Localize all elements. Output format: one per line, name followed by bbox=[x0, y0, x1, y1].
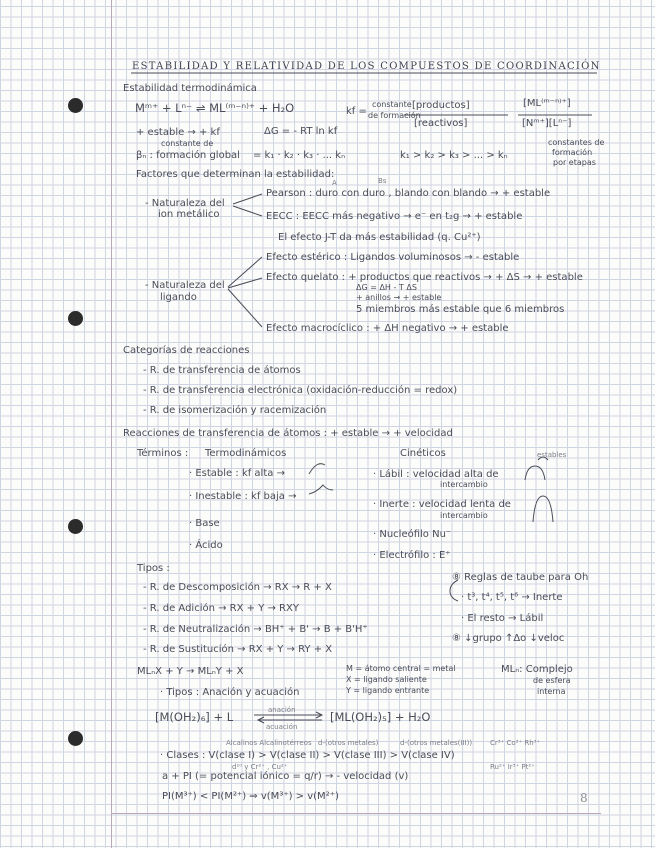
page-title: ESTABILIDAD Y RELATIVIDAD DE LOS COMPUESTOS DE COORDINACIÓN bbox=[132, 61, 601, 72]
taube-rule-group: ⑧ ↓grupo ↑Δo ↓veloc bbox=[452, 633, 565, 644]
macrocyclic-effect: Efecto macrocíclico : + ΔH negativo → + estable bbox=[266, 323, 509, 334]
type-neutralization: - R. de Neutralización → BH⁺ + B' → B + B'H⁺ bbox=[143, 624, 368, 635]
ligand-nature-1: - Naturaleza del bbox=[145, 280, 225, 291]
arrow-label-aquation: acuación bbox=[266, 723, 298, 731]
kf-symbol: kf = bbox=[346, 106, 367, 117]
section-heading-stability: Estabilidad termodinámica bbox=[123, 83, 257, 94]
equilibrium-equation: Mᵐ⁺ + Lⁿ⁻ ⇌ ML⁽ᵐ⁻ⁿ⁾⁺ + H₂O bbox=[135, 101, 295, 115]
types-label: Tipos : bbox=[137, 563, 170, 574]
k-note-3: por etapas bbox=[553, 158, 596, 167]
ionic-potential-comparison: PI(M³⁺) < PI(M²⁺) ⇒ v(M³⁺) > v(M²⁺) bbox=[162, 791, 339, 802]
section-heading-categories: Categorías de reacciones bbox=[123, 345, 250, 356]
ligand-nature-2: ligando bbox=[160, 292, 197, 303]
beta-label-1: constante de bbox=[161, 139, 214, 148]
steric-effect: Efecto estérico : Ligandos voluminosos → - estable bbox=[266, 252, 520, 263]
chelate-members: 5 miembros más estable que 6 miembros bbox=[356, 304, 565, 315]
term-inert-1: · Inerte : velocidad lenta de bbox=[373, 499, 511, 510]
term-electrophile: · Electrófilo : E⁺ bbox=[373, 550, 451, 561]
chelate-gibbs: ΔG = ΔH - T ΔS bbox=[356, 283, 417, 292]
beta-equation: = k₁ · k₂ · k₃ · ... kₙ bbox=[253, 150, 346, 161]
k-note-2: formación bbox=[552, 148, 593, 157]
margin-line bbox=[111, 0, 112, 848]
fraction-2-denominator: [Nᵐ⁺][Lⁿ⁻] bbox=[522, 118, 572, 129]
category-isomerization: - R. de isomerización y racemización bbox=[143, 405, 327, 416]
term-inert-2: intercambio bbox=[440, 511, 488, 520]
k-note-1: constantes de bbox=[548, 138, 605, 147]
class-note-2: d¹⁰ y Cr²⁺ , Cu²⁺ bbox=[232, 763, 288, 771]
aquation-reactants: [M(OH₂)₆] + L bbox=[155, 710, 234, 724]
bottom-margin-line bbox=[111, 813, 601, 814]
jahn-teller-rule: El efecto J-T da más estabilidad (q. Cu²⁺) bbox=[278, 232, 481, 243]
class-note-3: d-(otros metales) bbox=[318, 739, 379, 747]
kf-label-1: constante bbox=[372, 100, 412, 109]
stable-kf-line: + estable → + kf bbox=[136, 127, 220, 138]
binder-hole-4 bbox=[68, 731, 83, 746]
definition-mln-3: interna bbox=[537, 687, 566, 696]
pearson-note-bs: Bs bbox=[378, 177, 387, 185]
definition-mln-2: de esfera bbox=[533, 676, 571, 685]
ionic-potential-line: a + PI (= potencial iónico = q/r) → - velocidad (v) bbox=[162, 771, 409, 782]
chelate-effect: Efecto quelato : + productos que reactivos → + ΔS → + estable bbox=[266, 272, 583, 283]
fraction-1-denominator: [reactivos] bbox=[414, 118, 468, 129]
term-nucleophile: · Nucleófilo Nu⁻ bbox=[373, 529, 452, 540]
chelate-rings: + anillos → + estable bbox=[356, 293, 442, 302]
definition-y: Y = ligando entrante bbox=[346, 686, 430, 695]
term-acid: · Ácido bbox=[189, 540, 223, 551]
metal-nature-2: ion metálico bbox=[158, 209, 220, 220]
eecc-rule: EECC : EECC más negativo → e⁻ en t₂g → + estable bbox=[266, 211, 523, 222]
section-heading-atom-transfer: Reacciones de transferencia de átomos : + estable → + velocidad bbox=[123, 428, 453, 439]
taube-rule-labile: · El resto → Lábil bbox=[461, 613, 544, 624]
thermodynamic-label: Termodinámicos bbox=[205, 448, 287, 459]
term-base: · Base bbox=[189, 518, 220, 529]
class-note-1: Alcalinos Alcalinotérreos bbox=[226, 739, 312, 747]
aquation-classes: · Clases : V(clase I) > V(clase II) > V(clase III) > V(clase IV) bbox=[160, 750, 455, 761]
arrow-label-anation: anación bbox=[268, 706, 296, 714]
term-unstable: · Inestable : kf baja → bbox=[189, 491, 297, 502]
stables-note: estables bbox=[537, 451, 567, 459]
fraction-1-numerator: [productos] bbox=[412, 100, 470, 111]
terms-label: Términos : bbox=[137, 448, 189, 459]
factors-heading: Factores que determinan la estabilidad: bbox=[136, 169, 335, 180]
k-inequality: k₁ > k₂ > k₃ > ... > kₙ bbox=[400, 150, 508, 161]
category-electron-transfer: - R. de transferencia electrónica (oxidación-reducción = redox) bbox=[143, 385, 458, 396]
term-labile-2: intercambio bbox=[440, 480, 488, 489]
class-note-4: d-(otros metales(III)) bbox=[400, 739, 473, 747]
page-number: 8 bbox=[580, 791, 588, 805]
type-decomposition: - R. de Descomposición → RX → R + X bbox=[143, 582, 332, 593]
term-labile-1: · Lábil : velocidad alta de bbox=[373, 469, 499, 480]
definition-m: M = átomo central = metal bbox=[346, 664, 456, 673]
kf-label-2: de formación bbox=[368, 111, 421, 120]
class-note-5: Cr³⁺ Co³⁺ Rh³⁺ bbox=[490, 739, 541, 747]
category-atom-transfer: - R. de transferencia de átomos bbox=[143, 365, 301, 376]
taube-rules-heading: ⑧ Reglas de taube para Oh bbox=[452, 572, 589, 583]
fraction-2-numerator: [ML⁽ᵐ⁻ⁿ⁾⁺] bbox=[523, 98, 571, 109]
pearson-note-a: A bbox=[332, 179, 337, 187]
binder-hole-1 bbox=[68, 98, 83, 113]
aquation-products: [ML(OH₂)₅] + H₂O bbox=[330, 710, 431, 724]
kinetic-label: Cinéticos bbox=[400, 448, 446, 459]
gibbs-equation: ΔG = - RT ln kf bbox=[264, 126, 338, 137]
type-substitution: - R. de Sustitución → RX + Y → RY + X bbox=[143, 644, 333, 655]
term-stable: · Estable : kf alta → bbox=[189, 468, 285, 479]
binder-hole-2 bbox=[68, 311, 83, 326]
beta-label-2: βₙ : formación global bbox=[136, 150, 240, 161]
types-anation-aquation: · Tipos : Anación y acuación bbox=[160, 687, 300, 698]
definition-x: X = ligando saliente bbox=[346, 675, 427, 684]
type-addition: - R. de Adición → RX + Y → RXY bbox=[143, 603, 299, 614]
class-note-6: Ru²⁺ Ir³⁺ Pt²⁺ bbox=[490, 763, 535, 771]
pearson-rule: Pearson : duro con duro , blando con blando → + estable bbox=[266, 188, 551, 199]
substitution-general: MLₙX + Y → MLₙY + X bbox=[137, 666, 244, 677]
metal-nature-1: - Naturaleza del bbox=[145, 198, 225, 209]
definition-mln-1: MLₙ: Complejo bbox=[501, 664, 573, 675]
taube-rule-inert: · t³, t⁴, t⁵, t⁶ → Inerte bbox=[461, 592, 563, 603]
binder-hole-3 bbox=[68, 519, 83, 534]
